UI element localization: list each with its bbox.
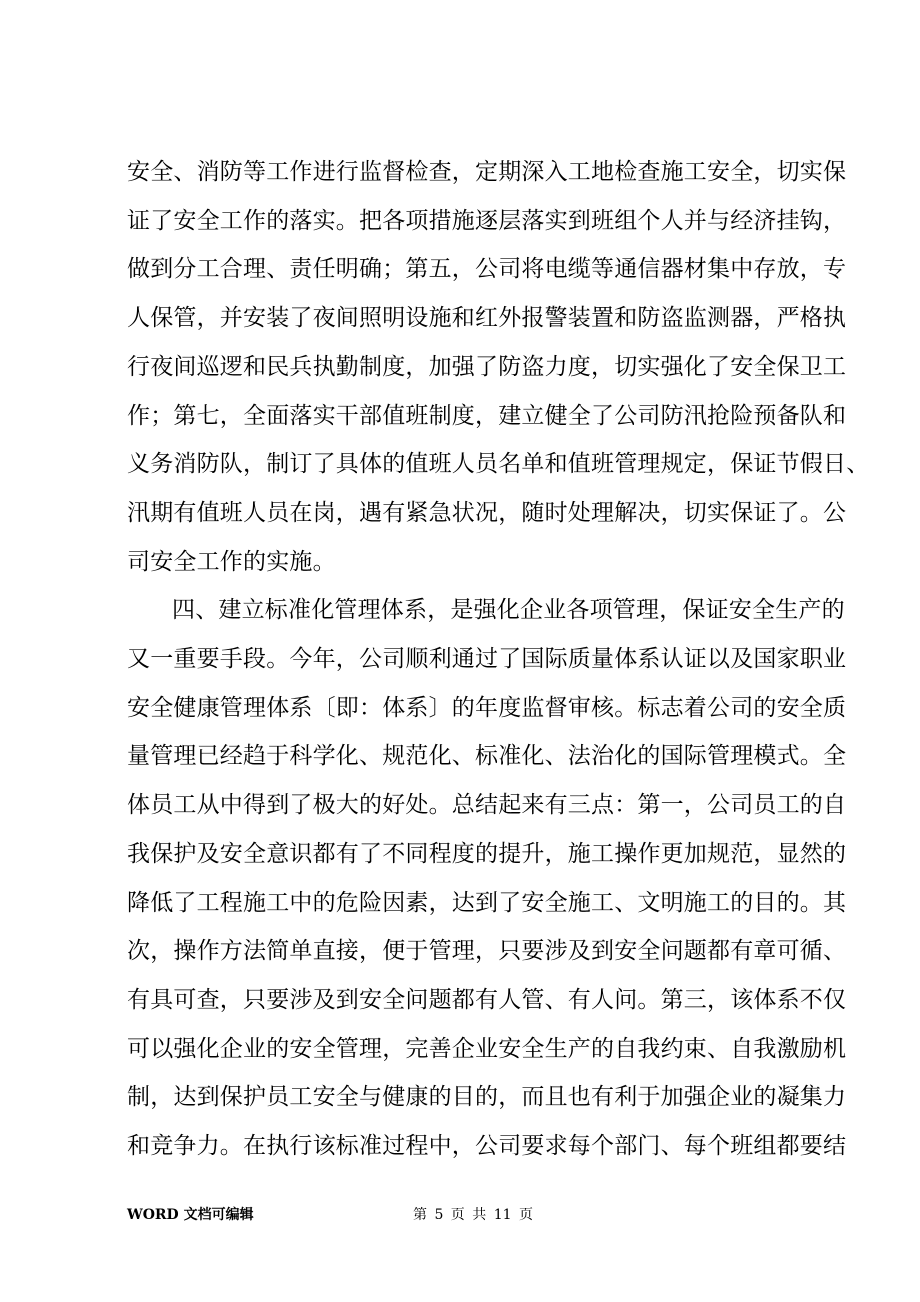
body-line: 人保管，并安装了夜间照明设施和红外报警装置和防盗监测器，严格执 bbox=[127, 305, 847, 331]
body-line: 安全健康管理体系〔即：体系〕的年度监督审核。标志着公司的安全质 bbox=[127, 695, 847, 721]
body-line: 可以强化企业的安全管理，完善企业安全生产的自我约束、自我激励机 bbox=[127, 1036, 847, 1062]
body-line: 司安全工作的实施。 bbox=[127, 549, 336, 575]
body-line: 做到分工合理、责任明确；第五，公司将电缆等通信器材集中存放，专 bbox=[127, 256, 847, 282]
body-line: 安全、消防等工作进行监督检查，定期深入工地检查施工安全，切实保 bbox=[127, 159, 847, 185]
page-number: 第 5 页 共 11 页 bbox=[413, 1207, 533, 1223]
body-line: 和竞争力。在执行该标准过程中，公司要求每个部门、每个班组都要结 bbox=[127, 1133, 847, 1159]
paragraph-first-line: 四、建立标准化管理体系，是强化企业各项管理，保证安全生产的 bbox=[172, 597, 845, 623]
body-line: 作；第七，全面落实干部值班制度，建立健全了公司防汛抢险预备队和 bbox=[127, 403, 847, 429]
body-line: 次，操作方法简单直接，便于管理，只要涉及到安全问题都有章可循、 bbox=[127, 938, 847, 964]
body-line: 行夜间巡逻和民兵执勤制度，加强了防盗力度，切实强化了安全保卫工 bbox=[127, 354, 847, 380]
body-line: 义务消防队，制订了具体的值班人员名单和值班管理规定，保证节假日、 bbox=[127, 451, 870, 477]
body-line: 汛期有值班人员在岗，遇有紧急状况，随时处理解决，切实保证了。公 bbox=[127, 500, 847, 526]
body-line: 制，达到保护员工安全与健康的目的，而且也有利于加强企业的凝集力 bbox=[127, 1084, 847, 1110]
body-line: 我保护及安全意识都有了不同程度的提升，施工操作更加规范，显然的 bbox=[127, 841, 847, 867]
body-line: 证了安全工作的落实。把各项措施逐层落实到班组个人并与经济挂钩， bbox=[127, 208, 847, 234]
body-line: 有具可查，只要涉及到安全问题都有人管、有人问。第三，该体系不仅 bbox=[127, 987, 847, 1013]
body-line: 量管理已经趋于科学化、规范化、标准化、法治化的国际管理模式。全 bbox=[127, 743, 847, 769]
body-line: 体员工从中得到了极大的好处。总结起来有三点：第一，公司员工的自 bbox=[127, 792, 847, 818]
body-line: 又一重要手段。今年，公司顺利通过了国际质量体系认证以及国家职业 bbox=[127, 646, 847, 672]
body-line: 降低了工程施工中的危险因素，达到了安全施工、文明施工的目的。其 bbox=[127, 890, 847, 916]
footer-label: WORD 文档可编辑 bbox=[127, 1207, 254, 1223]
